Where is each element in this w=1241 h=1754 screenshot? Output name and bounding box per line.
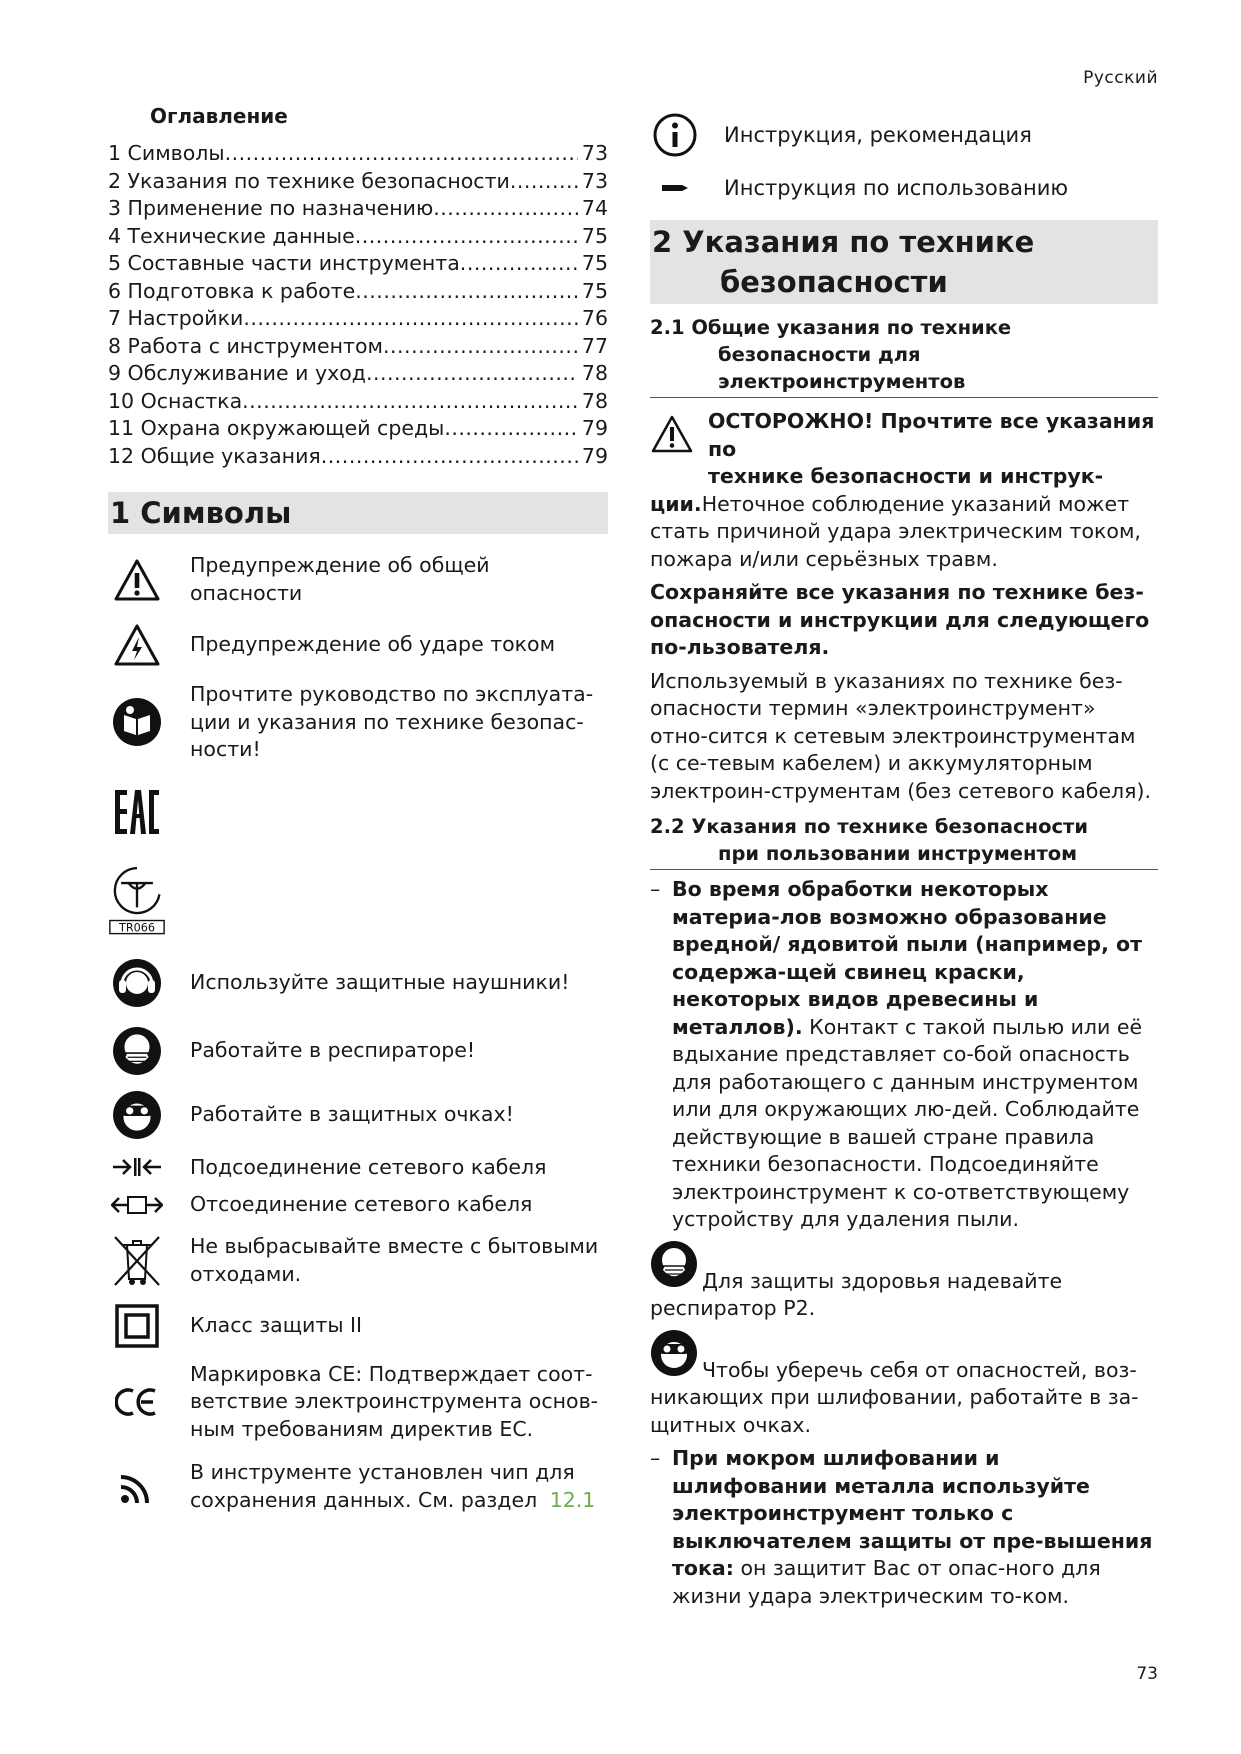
warning-line: ции. <box>650 491 702 516</box>
ce-mark-icon <box>108 1387 166 1417</box>
toc-entry-page: 78 <box>581 388 608 413</box>
eac-mark-icon <box>108 786 166 838</box>
list-item <box>650 1445 1158 1610</box>
term-definition: Используемый в указаниях по технике без-опасности термин «электроинструмент» отно-сится к сетевым электроинструментам (с се-тевым кабелем) и аккумуляторным электроин-струментам (без сетевого кабеля). <box>650 668 1151 803</box>
symbol-row <box>108 1191 608 1219</box>
symbol-row <box>108 1361 608 1444</box>
toc-entry-title: 7 Настройки <box>108 306 244 330</box>
toc-entry[interactable] <box>108 305 608 333</box>
toc-entry-page: 79 <box>581 416 608 440</box>
list-item-text: он защитит Вас от опас-ного для жизни удара электрическим то-ком. <box>672 1556 1101 1608</box>
toc-entry-page: 73 <box>581 141 608 165</box>
toc-leader <box>355 278 578 306</box>
warning-triangle-icon <box>650 408 696 491</box>
toc-leader <box>444 415 578 443</box>
toc-entry[interactable] <box>108 140 608 168</box>
plug-connect-icon <box>108 1154 166 1180</box>
list-item-bold: При мокром шлифовании и шлифовании металла используйте электроинструмент только с выключателем защиты от пре-вышения тока: <box>672 1446 1153 1580</box>
respirator-note <box>650 1240 1158 1323</box>
safety-goggles-icon <box>108 1090 166 1140</box>
toc-entry-title: 10 Оснастка <box>108 388 243 413</box>
ukraine-conformity-icon <box>108 860 166 938</box>
symbol-row <box>108 1090 608 1140</box>
symbol-arrow <box>650 176 1158 200</box>
symbol-row <box>108 1303 608 1349</box>
toc-entry-page: 75 <box>581 278 608 303</box>
toc-leader <box>243 305 578 333</box>
symbol-row <box>108 1459 608 1514</box>
toc-entry-page: 75 <box>581 223 608 248</box>
symbol-text: Отсоединение сетевого кабеля <box>190 1192 533 1216</box>
section-link[interactable]: 12.1 <box>549 1487 596 1512</box>
page-number: 73 <box>1136 1664 1158 1684</box>
toc-leader <box>383 333 578 361</box>
subsection-2-1-heading <box>650 314 1158 398</box>
toc-entry[interactable] <box>108 168 608 196</box>
symbol-text: Используйте защитные наушники! <box>190 969 570 994</box>
general-danger-icon <box>108 558 166 602</box>
symbol-text: Инструкция, рекомендация <box>724 123 1032 147</box>
toc-leader <box>242 388 578 416</box>
crossed-bin-icon <box>108 1233 166 1289</box>
dash-bullet: – <box>650 1446 661 1470</box>
toc-entry-page: 74 <box>581 196 608 220</box>
toc-entry-title: 2 Указания по технике безопасности <box>108 168 510 193</box>
toc-entry[interactable] <box>108 443 608 471</box>
toc-leader <box>355 223 578 251</box>
toc-entry[interactable] <box>108 195 608 223</box>
symbol-text: Работайте в респираторе! <box>190 1037 476 1062</box>
warning-title <box>708 408 1158 491</box>
warning-line: технике безопасности и инструк- <box>708 464 1104 488</box>
symbol-row <box>108 1233 608 1289</box>
symbol-row <box>108 958 608 1008</box>
symbol-text: Маркировка CE: Подтверждает соот- ветствие электроинструмента основ- ным требованиям директив ЕС. <box>190 1361 599 1441</box>
toc-entry[interactable] <box>108 415 608 443</box>
toc-entry[interactable] <box>108 360 608 388</box>
symbol-info <box>650 112 1158 158</box>
section-2-title-line1: 2 Указания по технике <box>652 225 1035 259</box>
toc-title: Оглавление <box>150 104 288 128</box>
right-column <box>650 112 1158 1610</box>
subsection-2-2-heading <box>650 813 1158 870</box>
symbol-row <box>108 681 608 764</box>
symbol-text: Предупреждение об ударе током <box>190 632 556 657</box>
arrow-pointer-icon <box>650 181 700 195</box>
subsection-line: безопасности для <box>718 343 921 366</box>
read-manual-icon <box>108 697 166 747</box>
symbol-text: Работайте в защитных очках! <box>190 1101 514 1126</box>
toc-entry[interactable] <box>108 388 608 416</box>
svg-text:TR066: TR066 <box>118 921 156 935</box>
toc-entry-title: 12 Общие указания <box>108 443 321 468</box>
toc-entry[interactable] <box>108 250 608 278</box>
toc-entry-title: 3 Применение по назначению <box>108 196 434 220</box>
toc-entry[interactable] <box>108 223 608 251</box>
list-item-bold: Во время обработки некоторых материа-лов возможно образование вредной/ ядовитой пыли (например, от содержа-щей свинец краски, некоторых видов древесины и металлов). <box>672 877 1142 1039</box>
section-2-title-line2: безопасности <box>720 265 948 299</box>
symbol-row <box>108 1154 608 1182</box>
toc-entry-page: 77 <box>581 333 608 358</box>
subsection-line: 2.2 Указания по технике безопасности <box>650 815 1088 838</box>
warning-block <box>650 408 1158 573</box>
save-instructions: Сохраняйте все указания по технике без-опасности и инструкции для следующего по-льзователя. <box>650 580 1150 659</box>
toc-leader <box>225 140 578 168</box>
section-1-heading: 1 Символы <box>108 492 608 534</box>
warning-text: Неточное соблюдение указаний может стать причиной удара электрическим током, пожара и/или серьёзных травм. <box>650 491 1141 571</box>
toc-entry-title: 8 Работа с инструментом <box>108 333 383 358</box>
symbol-text: Инструкция по использованию <box>724 176 1069 200</box>
symbol-text: Подсоединение сетевого кабеля <box>190 1154 547 1179</box>
toc-leader <box>460 250 578 278</box>
subsection-line: электроинструментов <box>718 370 966 393</box>
safety-goggles-icon <box>650 1329 698 1385</box>
info-icon <box>650 112 700 158</box>
toc-entry[interactable] <box>108 278 608 306</box>
warning-line: ОСТОРОЖНО! Прочтите все указания по <box>708 409 1155 461</box>
symbol-row <box>108 623 608 667</box>
toc-entry-title: 6 Подготовка к работе <box>108 278 356 303</box>
toc-entry-page: 75 <box>581 251 608 275</box>
dash-bullet: – <box>650 877 661 901</box>
toc-entry-title: 4 Технические данные <box>108 223 355 248</box>
respirator-icon <box>650 1240 698 1296</box>
symbol-row <box>108 860 608 938</box>
toc-entry-title: 5 Составные части инструмента <box>108 251 460 275</box>
symbol-text: Класс защиты II <box>190 1312 363 1337</box>
protection-class-ii-icon <box>108 1303 166 1349</box>
toc-entry-title: 9 Обслуживание и уход <box>108 361 366 385</box>
ear-protection-icon <box>108 958 166 1008</box>
list-item <box>650 876 1158 1234</box>
warning-body <box>650 491 1158 574</box>
toc-entry-page: 76 <box>581 306 608 330</box>
symbol-text: Предупреждение об общей опасности <box>190 553 490 605</box>
list-item-text: Контакт с такой пылью или её вдыхание представляет со-бой опасность для работающего с данным инструментом или для окружающих лю-дей. Соблюдайте действующие в вашей стране правила техники безопасности. Подсоединяйте электроинструмент к со-ответствующему устройству для удаления пыли. <box>672 1014 1143 1231</box>
toc-leader <box>510 168 578 196</box>
toc-entry-page: 73 <box>581 168 608 193</box>
symbol-text: В инструменте установлен чип для сохранения данных. См. раздел 12.1 <box>190 1460 596 1512</box>
goggles-text: Чтобы уберечь себя от опасностей, воз-никающих при шлифовании, работайте в за-щитных очках. <box>650 1357 1139 1437</box>
toc-entry-page: 78 <box>581 361 608 385</box>
respirator-icon <box>108 1026 166 1076</box>
goggles-note <box>650 1329 1158 1440</box>
toc-leader <box>321 443 578 471</box>
language-label: Русский <box>1083 68 1158 88</box>
plug-disconnect-icon <box>108 1192 166 1218</box>
symbol-text: Не выбрасывайте вместе с бытовыми отходами. <box>190 1234 599 1286</box>
toc-leader <box>366 360 578 388</box>
respirator-text: Для защиты здоровья надевайте респиратор P2. <box>650 1268 1063 1320</box>
subsection-line: при пользовании инструментом <box>718 842 1078 865</box>
table-of-contents <box>108 140 608 470</box>
symbol-list <box>108 552 608 1514</box>
toc-entry[interactable] <box>108 333 608 361</box>
section-2-heading <box>650 220 1158 304</box>
symbol-row <box>108 552 608 607</box>
electric-shock-icon <box>108 623 166 667</box>
subsection-line: 2.1 Общие указания по технике <box>650 316 1012 339</box>
toc-entry-page: 79 <box>581 443 608 468</box>
rfid-chip-icon <box>108 1467 166 1507</box>
toc-leader <box>433 195 578 223</box>
left-column <box>108 104 608 1514</box>
symbol-row <box>108 1026 608 1076</box>
symbol-text: Прочтите руководство по эксплуата- ции и указания по технике безопас- ности! <box>190 682 594 761</box>
toc-entry-title: 1 Символы <box>108 141 225 165</box>
toc-entry-title: 11 Охрана окружающей среды <box>108 416 445 440</box>
symbol-row <box>108 786 608 838</box>
